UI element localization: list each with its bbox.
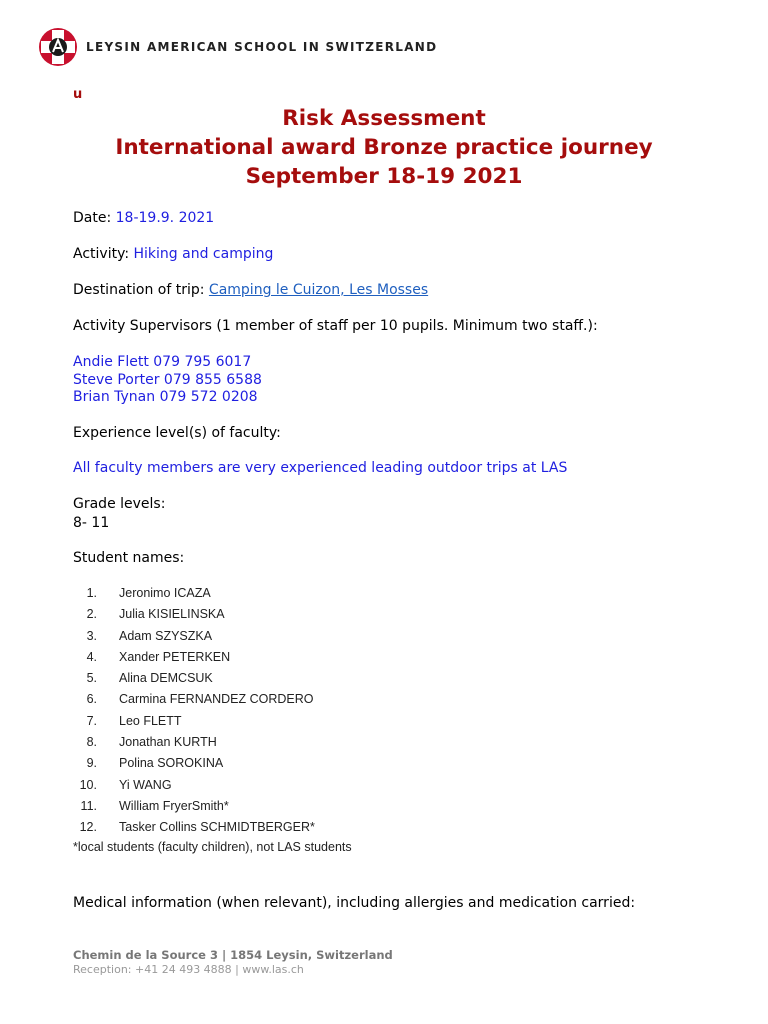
list-item [73,584,315,605]
list-item-number: 10. [79,777,97,792]
list-item-number: 12. [79,820,97,835]
list-item-number: 11. [80,798,97,813]
list-item [73,797,315,818]
date-row [73,209,214,227]
student-name: Leo FLETT [119,713,182,728]
list-item [73,754,315,775]
list-item [73,733,315,754]
student-name: Carmina FERNANDEZ CORDERO [119,692,314,707]
activity-row [73,245,273,263]
list-item-number: 3. [86,628,97,643]
supervisor-3: Brian Tynan 079 572 0208 [73,389,258,405]
students-footnote: *local students (faculty children), not LAS students [73,840,352,854]
list-item-number: 8. [86,735,97,750]
student-name: Jeronimo ICAZA [119,586,211,600]
list-item [73,712,315,733]
document-title [0,104,768,191]
students-label: Student names: [73,550,185,566]
list-item-number: 6. [86,692,97,707]
student-name: Jonathan KURTH [119,735,217,750]
destination-label: Destination of trip: [73,282,209,298]
list-item [73,648,315,669]
student-name: Xander PETERKEN [119,649,231,664]
title-line-1: Risk Assessment [282,106,486,131]
grade-value: 8- 11 [73,515,110,531]
grade-label: Grade levels: [73,496,166,512]
date-label: Date: [73,210,116,226]
letterhead [38,27,438,67]
stray-marker: u [73,87,83,102]
student-name: Tasker Collins SCHMIDTBERGER* [119,820,315,835]
footer-address: Chemin de la Source 3 | 1854 Leysin, Switzerland [73,948,393,962]
las-crest-icon [38,27,78,67]
experience-value: All faculty members are very experienced leading outdoor trips at LAS [73,460,568,476]
supervisors-label: Activity Supervisors (1 member of staff per 10 pupils. Minimum two staff.): [73,318,598,334]
supervisor-2: Steve Porter 079 855 6588 [73,371,262,388]
student-name: Julia KISIELINSKA [119,607,225,622]
student-name: Alina DEMCSUK [119,671,213,686]
student-name: Adam SZYSZKA [119,628,213,643]
date-value: 18-19.9. 2021 [115,210,215,226]
list-item [73,818,315,839]
supervisor-1: Andie Flett 079 795 6017 [73,354,252,370]
list-item-number: 1. [86,586,97,600]
student-name: Yi WANG [119,777,172,792]
medical-label: Medical information (when relevant), including allergies and medication carried: [73,895,636,911]
list-item [73,627,315,648]
destination-link[interactable]: Camping le Cuizon, Les Mosses [208,282,429,298]
school-name: LEYSIN AMERICAN SCHOOL IN SWITZERLAND [86,40,438,54]
list-item-number: 7. [86,713,97,728]
student-name: William FryerSmith* [119,798,229,813]
list-item-number: 5. [86,671,97,686]
list-item-number: 9. [86,756,97,771]
title-line-3: September 18-19 2021 [245,164,523,189]
experience-label: Experience level(s) of faculty: [73,425,281,441]
title-line-2: International award Bronze practice journey [115,135,653,160]
student-list [73,584,315,840]
activity-value: Hiking and camping [133,246,274,262]
list-item-number: 2. [86,607,97,622]
footer-contact: Reception: +41 24 493 4888 | www.las.ch [73,963,304,976]
list-item [73,605,315,626]
list-item [73,776,315,797]
list-item [73,669,315,690]
activity-label: Activity: [73,246,134,262]
list-item-number: 4. [86,649,97,664]
list-item [73,690,315,711]
destination-row [73,281,428,299]
student-name: Polina SOROKINA [119,756,224,771]
